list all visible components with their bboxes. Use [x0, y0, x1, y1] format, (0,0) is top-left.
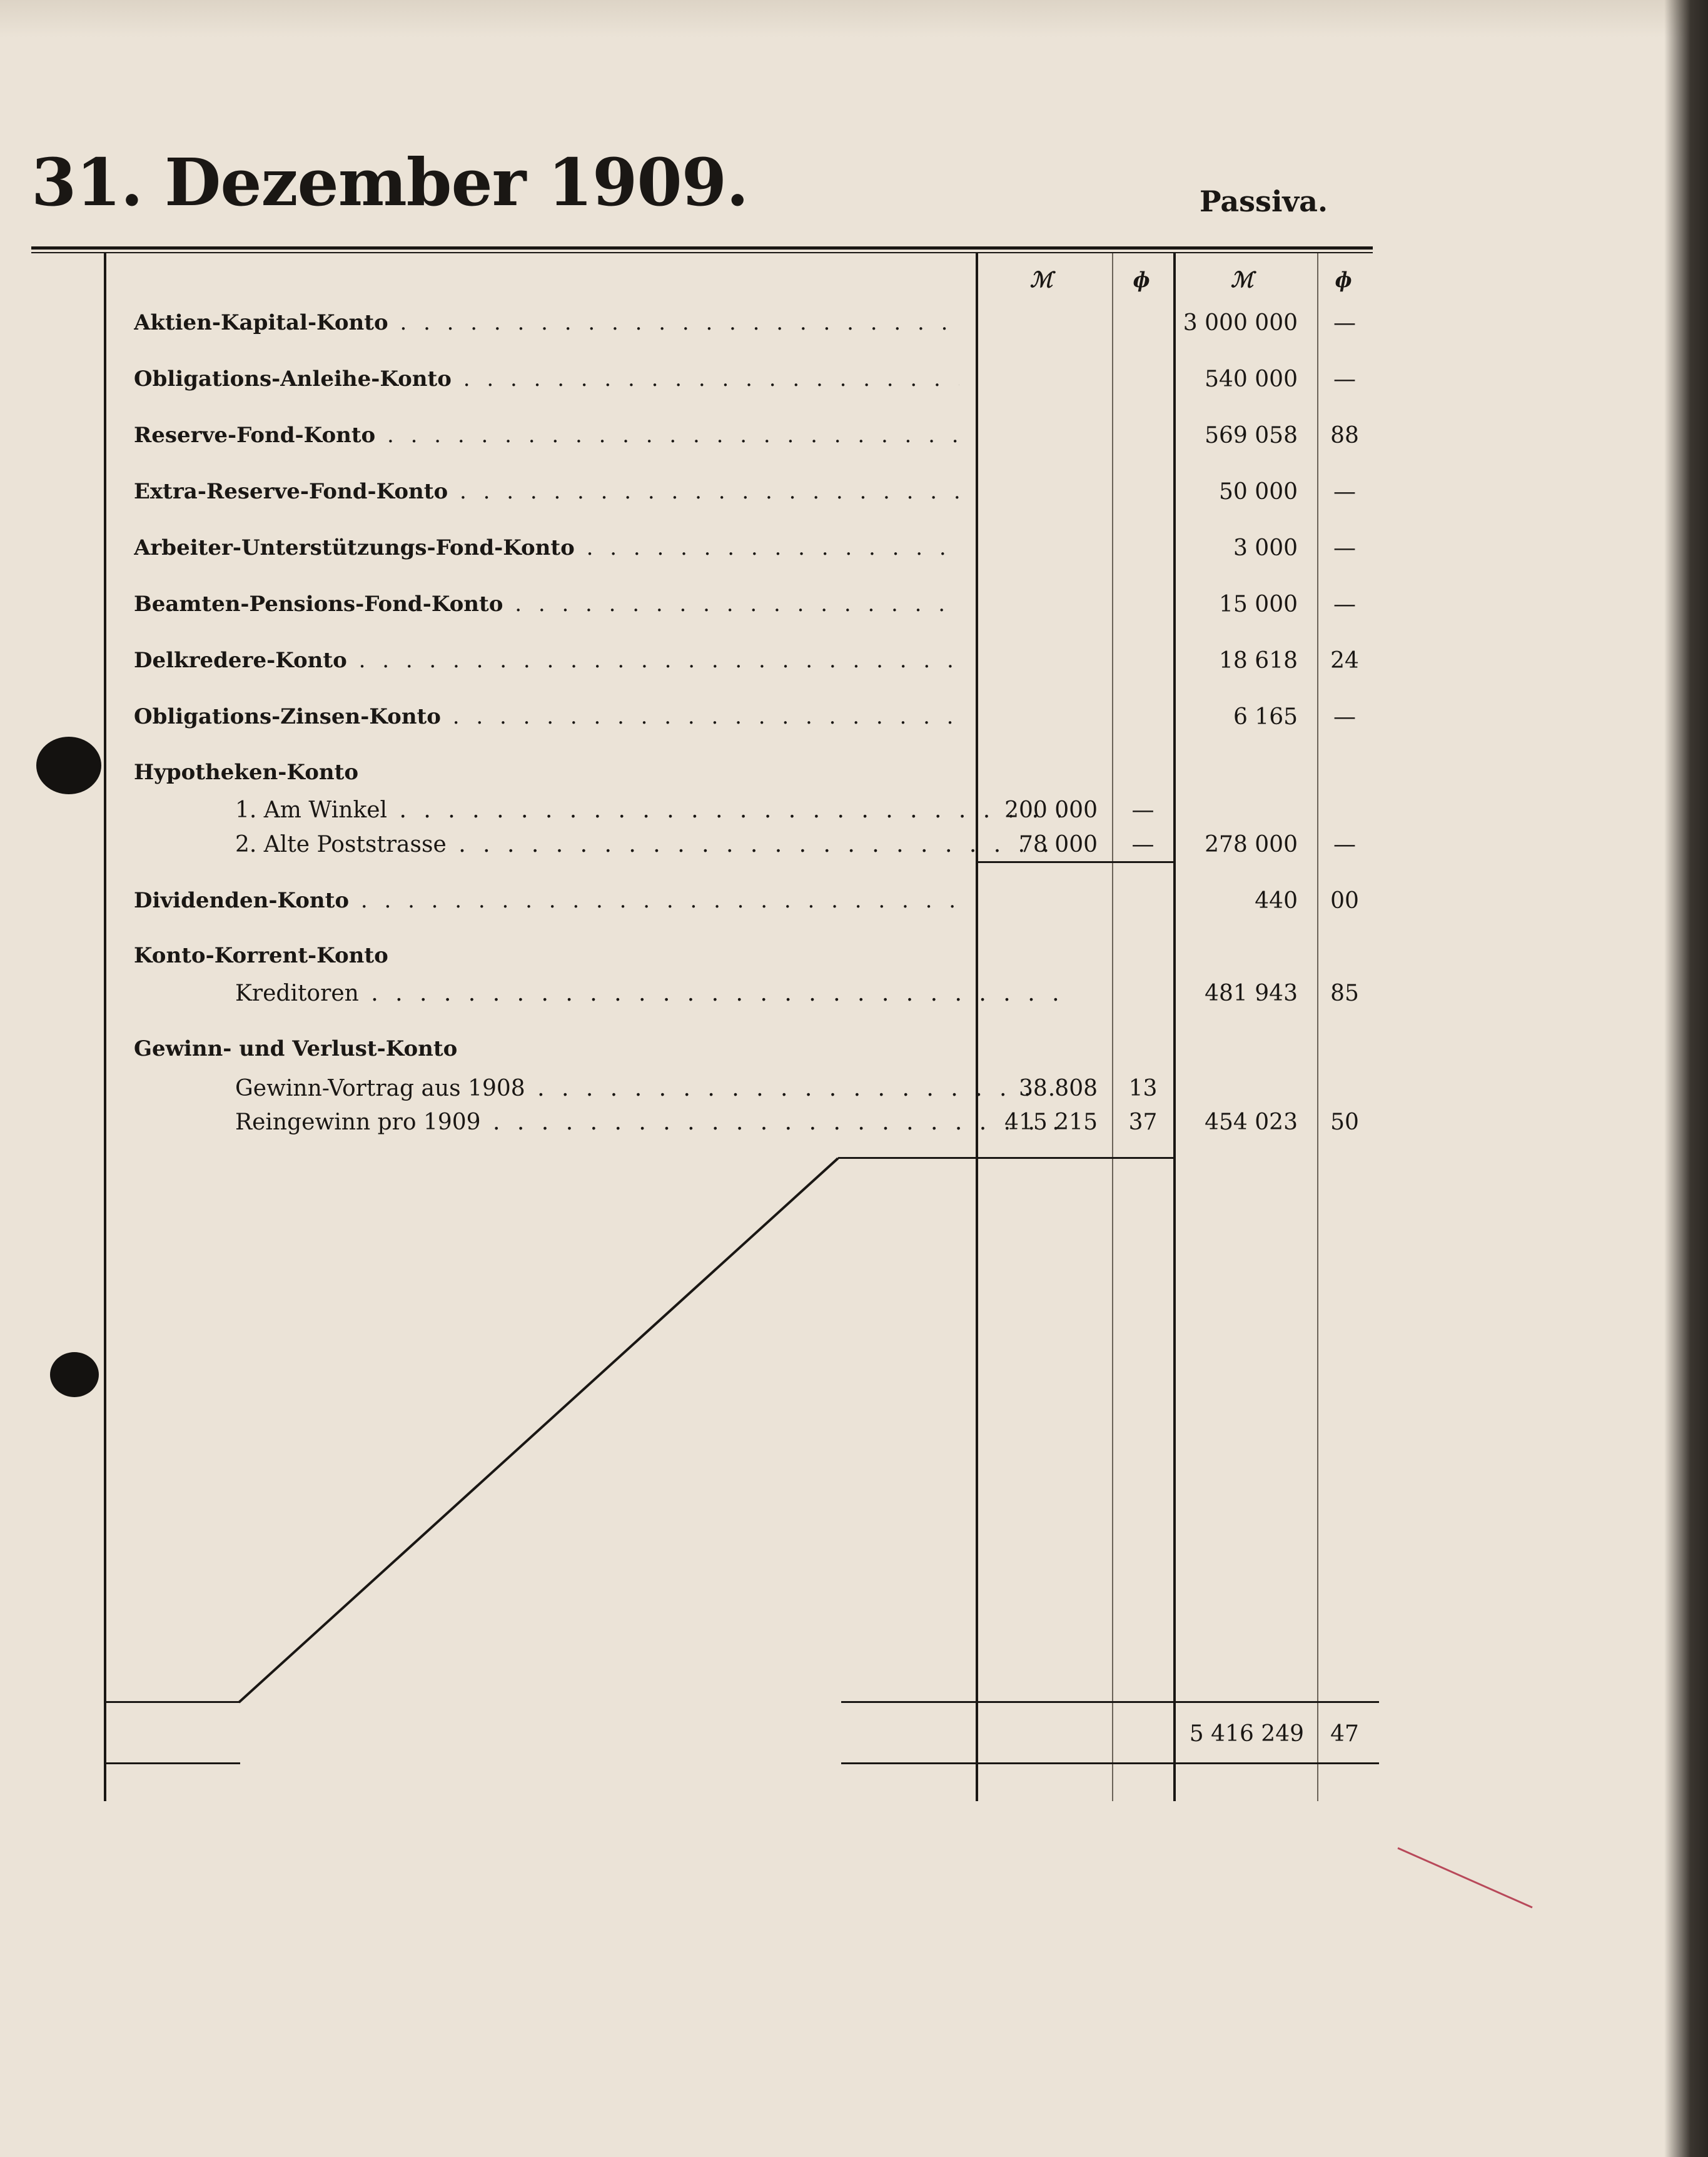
sub-mark-value: 415 215	[1004, 1109, 1098, 1135]
gewinn-item-label: Reingewinn pro 1909 . . .	[134, 1109, 1061, 1135]
total-pf-value: —	[1333, 535, 1356, 561]
pfennig-header-total: ɸ	[1335, 268, 1352, 293]
total-pf-value: 85	[1330, 981, 1359, 1006]
total-mark-value: 278 000	[1205, 832, 1298, 857]
passiva-label: Passiva.	[1200, 184, 1328, 218]
account-row-label: Reserve-Fond-Konto . . .	[134, 423, 959, 448]
hypotheken-item-label: 1. Am Winkel . . .	[134, 797, 1061, 823]
total-pf-value: —	[1333, 832, 1356, 857]
account-row-label: Extra-Reserve-Fond-Konto . . .	[134, 479, 959, 504]
total-mark-value: 440	[1255, 888, 1298, 914]
total-pf-value: —	[1333, 592, 1356, 617]
account-row-label: Delkredere-Konto . . .	[134, 648, 959, 673]
hypotheken-heading: Hypotheken-Konto	[134, 760, 358, 785]
kontokorrent-heading: Konto-Korrent-Konto	[134, 943, 388, 968]
account-row-label: Beamten-Pensions-Fond-Konto . . .	[134, 592, 959, 617]
total-pf-value: —	[1333, 310, 1356, 336]
mark-header-total: ℳ	[1230, 268, 1254, 293]
total-pf-value: 50	[1330, 1109, 1359, 1135]
sub-mark-value: 78 000	[1019, 832, 1098, 857]
dividenden-label: Dividenden-Konto . . .	[134, 888, 959, 913]
total-mark-value: 3 000	[1233, 535, 1298, 561]
total-mark-value: 481 943	[1205, 981, 1298, 1006]
total-mark-value: 15 000	[1219, 592, 1298, 617]
hypotheken-item-label: 2. Alte Poststrasse . . .	[134, 832, 1061, 857]
kontokorrent-item-label: Kreditoren . . .	[134, 981, 1061, 1006]
total-mark-value: 50 000	[1219, 479, 1298, 505]
total-pf-value: —	[1333, 704, 1356, 730]
total-mark-value: 454 023	[1205, 1109, 1298, 1135]
total-mark-value: 6 165	[1233, 704, 1298, 730]
grand-total-pf: 47	[1330, 1721, 1359, 1747]
total-mark-value: 569 058	[1205, 423, 1298, 448]
mark-header-sub: ℳ	[1029, 268, 1053, 293]
sub-mark-value: 38 808	[1019, 1076, 1098, 1101]
sub-mark-value: 200 000	[1004, 797, 1098, 823]
total-pf-value: 00	[1330, 888, 1359, 914]
grand-total-mark: 5 416 249	[1189, 1721, 1304, 1747]
gewinn-heading: Gewinn- und Verlust-Konto	[134, 1036, 458, 1061]
sub-pf-value: 13	[1128, 1076, 1158, 1101]
pfennig-header-sub: ɸ	[1133, 268, 1150, 293]
account-row-label: Obligations-Anleihe-Konto . . .	[134, 366, 959, 391]
total-pf-value: —	[1333, 479, 1356, 505]
gewinn-item-label: Gewinn-Vortrag aus 1908 . . .	[134, 1076, 1061, 1101]
total-pf-value: —	[1333, 366, 1356, 392]
total-mark-value: 540 000	[1205, 366, 1298, 392]
account-row-label: Obligations-Zinsen-Konto . . .	[134, 704, 959, 729]
total-pf-value: 88	[1330, 423, 1359, 448]
sub-pf-value: 37	[1128, 1109, 1158, 1135]
sub-pf-value: —	[1131, 797, 1155, 823]
page-title: 31. Dezember 1909.	[31, 144, 749, 221]
total-mark-value: 3 000 000	[1183, 310, 1298, 336]
total-pf-value: 24	[1330, 648, 1359, 674]
account-row-label: Aktien-Kapital-Konto . . .	[134, 310, 959, 335]
total-mark-value: 18 618	[1219, 648, 1298, 674]
sub-pf-value: —	[1131, 832, 1155, 857]
account-row-label: Arbeiter-Unterstützungs-Fond-Konto . . .	[134, 535, 959, 560]
